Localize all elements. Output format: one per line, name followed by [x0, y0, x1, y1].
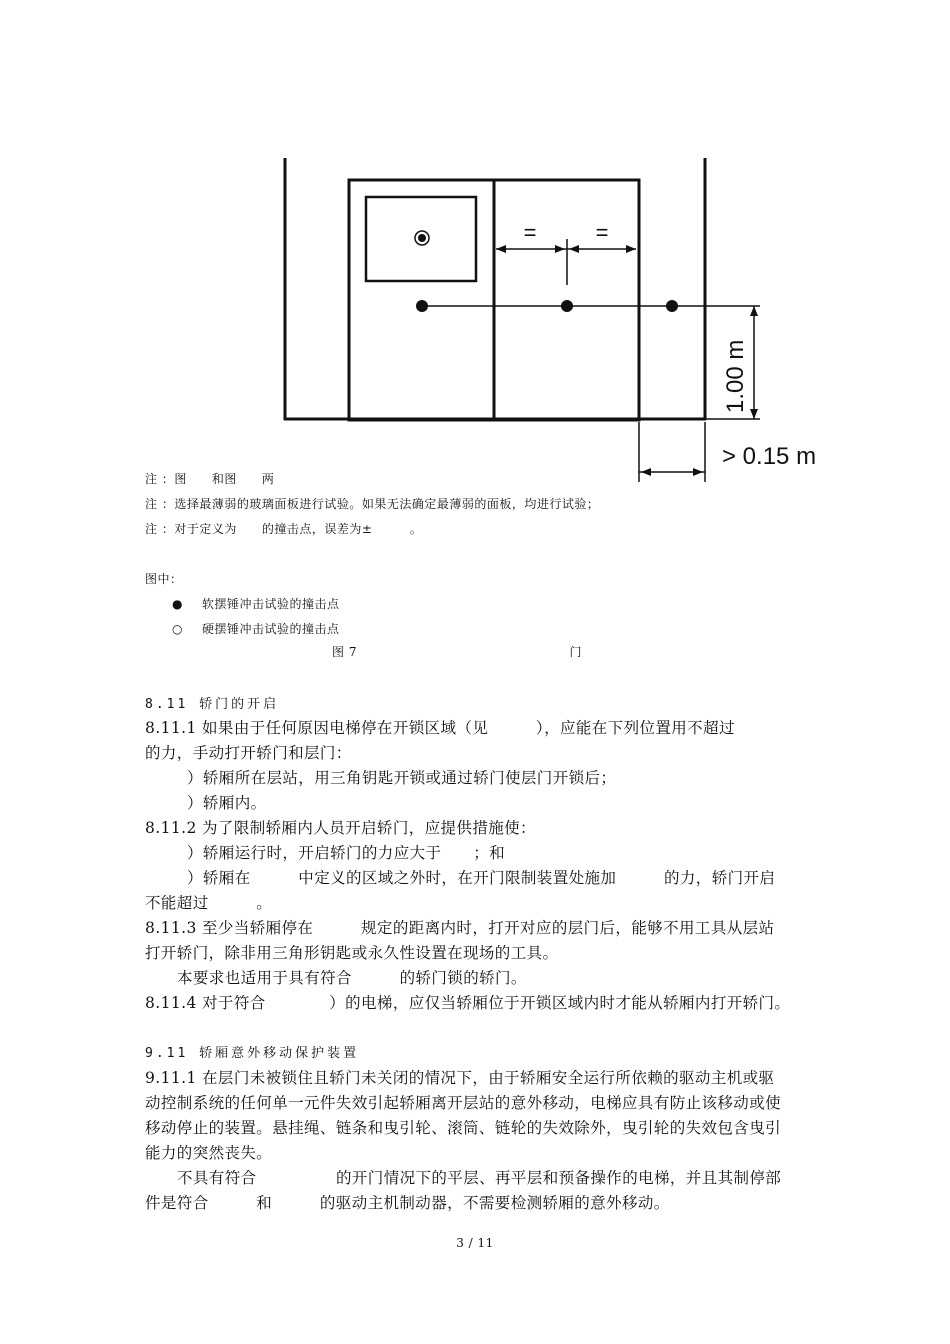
figure-caption: 图 7 门 [332, 645, 632, 659]
paragraph-9-11-2: 不具有符合 的开门情况下的平层、再平层和预备操作的电梯，并且其制停部 [177, 1169, 782, 1187]
paragraph-8-11-3: 8.11.3 至少当轿厢停在 规定的距离内时，打开对应的层门后，能够不用工具从层站 [145, 919, 775, 937]
legend-item-label: 硬摆锤冲击试验的撞击点 [202, 622, 340, 636]
equal-mark-left: = [523, 220, 537, 245]
list-item-b: ）轿厢在 中定义的区域之外时，在开门限制装置处施加 的力，轿门开启 [187, 869, 776, 887]
section-heading-9-11: 9.11 轿厢意外移动保护装置 [145, 1046, 360, 1061]
equal-arrow-right [626, 245, 636, 253]
open-circle-icon: ○ [172, 622, 183, 636]
note-3: 注 ：对于定义为 的撞击点，误差为± 。 [145, 522, 423, 536]
list-item-a: ）轿厢所在层站，用三角钥匙开锁或通过轿门使层门开锁后； [187, 769, 617, 787]
height-arrow-bottom [750, 409, 758, 419]
legend-item-label: 软摆锤冲击试验的撞击点 [202, 597, 340, 611]
page-number: 3 / 11 [456, 1236, 494, 1250]
equal-arrow-mid-left [555, 245, 565, 253]
paragraph-8-11-1-cont: 的力，手动打开轿门和层门： [145, 744, 352, 762]
soft-impact-point-right [666, 300, 678, 312]
list-item-a: ）轿厢运行时，开启轿门的力应大于 ；和 [187, 844, 506, 862]
filled-dot-icon: ● [172, 597, 183, 611]
hard-impact-point-inner [418, 234, 426, 242]
equal-mark-right: = [595, 220, 609, 245]
equal-arrow-left [496, 245, 506, 253]
list-item-b: ）轿厢内。 [187, 794, 267, 812]
vertical-dimension-label: 1.00 m [722, 339, 749, 413]
paragraph-9-11-1: 9.11.1 在层门未被锁住且轿门未关闭的情况下，由于轿厢安全运行所依赖的驱动主机或驱 [145, 1069, 775, 1087]
door-impact-diagram [270, 150, 850, 490]
soft-impact-point-left [416, 300, 428, 312]
height-arrow-top [750, 306, 758, 316]
paragraph-8-11-1: 8.11.1 如果由于任何原因电梯停在开锁区域（见 ），应能在下列位置用不超过 [145, 719, 735, 737]
paragraph-8-11-3-note: 本要求也适用于具有符合 的轿门锁的轿门。 [177, 969, 527, 987]
section-heading-8-11: 8.11 轿门的开启 [145, 697, 280, 712]
gap-arrow-left [641, 468, 651, 476]
note-1: 注 ：图 和图 两 [145, 472, 275, 486]
horizontal-dimension-label: > 0.15 m [722, 443, 817, 470]
legend-item-hard [172, 620, 340, 637]
paragraph-8-11-2: 8.11.2 为了限制轿厢内人员开启轿门，应提供措施使： [145, 819, 536, 837]
paragraph-8-11-4: 8.11.4 对于符合 ）的电梯，应仅当轿厢位于开锁区域内时才能从轿厢内打开轿门。 [145, 994, 791, 1012]
paragraph-9-11-1-line3: 移动停止的装置。悬挂绳、链条和曳引轮、滚筒、链轮的失效除外，曳引轮的失效包含曳引 [145, 1119, 782, 1137]
soft-impact-point-center [561, 300, 573, 312]
note-2: 注 ：选择最薄弱的玻璃面板进行试验。如果无法确定最薄弱的面板，均进行试验； [145, 497, 600, 511]
paragraph-9-11-2-cont: 件是符合 和 的驱动主机制动器，不需要检测轿厢的意外移动。 [145, 1194, 670, 1212]
paragraph-9-11-1-line2: 动控制系统的任何单一元件失效引起轿厢离开层站的意外移动，电梯应具有防止该移动或使 [145, 1094, 782, 1112]
paragraph-8-11-3-cont: 打开轿门，除非用三角形钥匙或永久性设置在现场的工具。 [145, 944, 559, 962]
gap-arrow-right [693, 468, 703, 476]
paragraph-9-11-1-line4: 能力的突然丧失。 [145, 1144, 273, 1162]
legend-heading: 图中： [145, 572, 183, 586]
equal-arrow-mid-right [569, 245, 579, 253]
list-item-b-cont: 不能超过 。 [145, 894, 273, 912]
legend-item-soft [172, 595, 340, 612]
